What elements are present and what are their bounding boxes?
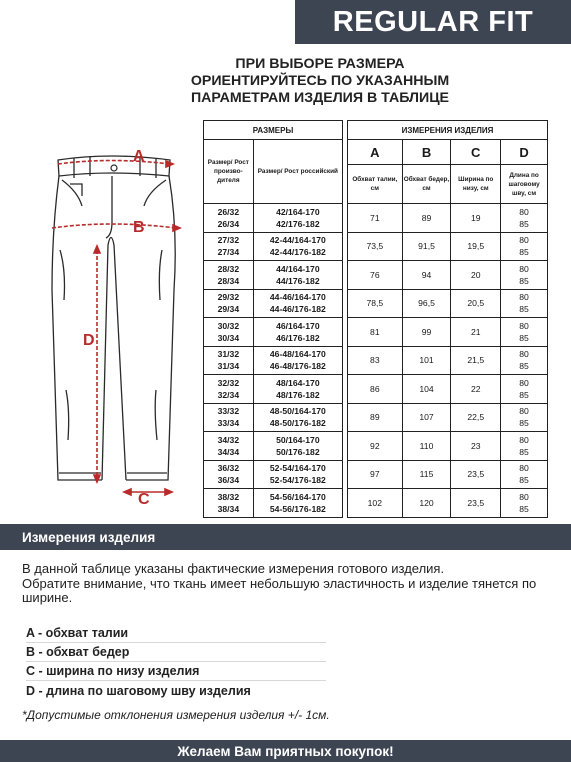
table-row [348, 489, 548, 518]
ru-size-cell-line: 44/164-170 [276, 263, 320, 274]
ru-size-cell-line: 48/164-170 [276, 377, 320, 388]
ru-size-cell [253, 289, 342, 318]
inseam-cell-line: 85 [519, 218, 529, 229]
mfr-size-cell-line: 33/34 [217, 418, 240, 429]
mfr-size-cell [204, 289, 254, 318]
hem-cell: 23 [451, 432, 501, 461]
hip-cell: 89 [402, 204, 451, 233]
hem-cell: 22 [451, 375, 501, 404]
mfr-size-cell-line: 27/34 [217, 247, 240, 258]
table-row [204, 403, 343, 432]
ru-size-cell-line: 44-46/164-170 [269, 292, 326, 303]
description-line: В данной таблице указаны фактические измерения готового изделия. [22, 561, 445, 576]
table-row [204, 261, 343, 290]
mfr-size-cell-line: 26/34 [217, 218, 240, 229]
inseam-cell [501, 403, 548, 432]
ru-size-cell-line: 46/164-170 [276, 320, 320, 331]
table-row [204, 432, 343, 461]
jeans-illustration [30, 140, 200, 510]
measurements-table [347, 120, 548, 518]
inseam-cell-line: 85 [519, 332, 529, 343]
ru-size-cell-line: 42/176-182 [276, 218, 320, 229]
inseam-cell-line: 80 [519, 235, 529, 246]
ru-size-cell-line: 46/176-182 [276, 332, 320, 343]
hip-cell: 99 [402, 318, 451, 347]
mfr-size-cell-line: 27/32 [217, 235, 240, 246]
intro-line: ОРИЕНТИРУЙТЕСЬ ПО УКАЗАННЫМ [190, 73, 450, 89]
ru-size-cell-line: 44/176-182 [276, 275, 320, 286]
waist-cell: 81 [348, 318, 403, 347]
inseam-cell-line: 80 [519, 491, 529, 502]
measurements-header: ИЗМЕРЕНИЯ ИЗДЕЛИЯ [348, 121, 548, 140]
inseam-cell-line: 85 [519, 475, 529, 486]
table-row [204, 318, 343, 347]
sizes-header: РАЗМЕРЫ [204, 121, 343, 140]
inseam-cell [501, 204, 548, 233]
hem-cell: 21,5 [451, 346, 501, 375]
ru-size-cell-line: 46-48/176-182 [269, 361, 326, 372]
intro-text [180, 56, 460, 107]
mfr-size-cell-line: 28/34 [217, 275, 240, 286]
inseam-cell [501, 232, 548, 261]
mfr-size-cell [204, 204, 254, 233]
table-row [348, 261, 548, 290]
table-row [348, 289, 548, 318]
inseam-cell-line: 80 [519, 320, 529, 331]
inseam-cell-line: 80 [519, 292, 529, 303]
ru-size-cell-line: 50/176-182 [276, 446, 320, 457]
ru-size-cell [253, 204, 342, 233]
mfr-size-cell-line: 30/32 [217, 320, 240, 331]
inseam-cell-line: 80 [519, 263, 529, 274]
section-title: Измерения изделия [0, 524, 571, 550]
hem-cell: 19,5 [451, 232, 501, 261]
hip-cell: 120 [402, 489, 451, 518]
inseam-cell-line: 80 [519, 406, 529, 417]
inseam-cell-line: 80 [519, 349, 529, 360]
mfr-size-cell-line: 33/32 [217, 406, 240, 417]
inseam-cell-line: 85 [519, 503, 529, 514]
hem-cell: 20 [451, 261, 501, 290]
fit-banner: REGULAR FIT [295, 0, 571, 44]
inseam-cell [501, 460, 548, 489]
label-a: A [133, 148, 145, 165]
table-row [348, 346, 548, 375]
mfr-size-cell-line: 31/32 [217, 349, 240, 360]
mfr-size-cell-line: 34/32 [217, 434, 240, 445]
hem-cell: 23,5 [451, 489, 501, 518]
inseam-cell [501, 489, 548, 518]
table-row [348, 460, 548, 489]
ru-size-cell-line: 46-48/164-170 [269, 349, 326, 360]
mfr-size-cell [204, 318, 254, 347]
table-row [348, 232, 548, 261]
mfr-size-cell-line: 29/34 [217, 304, 240, 315]
ru-size-cell-line: 42/164-170 [276, 206, 320, 217]
waist-cell: 83 [348, 346, 403, 375]
mfr-size-cell-line: 38/32 [217, 491, 240, 502]
mfr-size-cell-line: 38/34 [217, 503, 240, 514]
mfr-size-cell-line: 26/32 [217, 206, 240, 217]
inseam-cell-line: 85 [519, 418, 529, 429]
mfr-size-cell [204, 432, 254, 461]
ru-size-cell [253, 403, 342, 432]
inseam-cell [501, 432, 548, 461]
inseam-cell [501, 318, 548, 347]
inseam-cell-line: 80 [519, 434, 529, 445]
table-row [204, 204, 343, 233]
hem-cell: 22,5 [451, 403, 501, 432]
inseam-cell-line: 85 [519, 275, 529, 286]
waist-cell: 71 [348, 204, 403, 233]
mfr-size-cell-line: 32/32 [217, 377, 240, 388]
waist-cell: 78,5 [348, 289, 403, 318]
mfr-size-cell [204, 375, 254, 404]
waist-cell: 102 [348, 489, 403, 518]
ru-size-cell-line: 44-46/176-182 [269, 304, 326, 315]
ru-size-cell-line: 42-44/164-170 [269, 235, 326, 246]
jeans-drawing [30, 140, 200, 510]
legend [26, 624, 326, 700]
letter-d: D [501, 140, 548, 165]
table-row [204, 289, 343, 318]
mfr-size-cell [204, 261, 254, 290]
hem-cell: 20,5 [451, 289, 501, 318]
label-c: C [138, 491, 150, 508]
hip-header: Обхват бедер, см [402, 165, 451, 204]
mfr-size-cell [204, 232, 254, 261]
mfr-size-cell-line: 28/32 [217, 263, 240, 274]
mfr-size-cell-line: 36/32 [217, 463, 240, 474]
inseam-cell-line: 80 [519, 463, 529, 474]
ru-size-cell-line: 50/164-170 [276, 434, 320, 445]
mfr-size-cell [204, 489, 254, 518]
waist-header: Обхват талии, см [348, 165, 403, 204]
mfr-size-cell-line: 31/34 [217, 361, 240, 372]
ru-size-cell [253, 318, 342, 347]
waist-cell: 92 [348, 432, 403, 461]
inseam-cell-line: 80 [519, 377, 529, 388]
hip-cell: 110 [402, 432, 451, 461]
letter-c: C [451, 140, 501, 165]
mfr-size-cell [204, 460, 254, 489]
hem-cell: 21 [451, 318, 501, 347]
legend-item: D - длина по шаговому шву изделия [26, 683, 251, 698]
table-row [348, 375, 548, 404]
ru-size-cell-line: 48-50/176-182 [269, 418, 326, 429]
table-row [204, 232, 343, 261]
sizes-table [203, 120, 343, 518]
letter-a: A [348, 140, 403, 165]
table-row [348, 318, 548, 347]
hem-header: Ширина по низу, см [451, 165, 501, 204]
ru-size-cell [253, 489, 342, 518]
inseam-cell-line: 85 [519, 361, 529, 372]
table-row [204, 346, 343, 375]
table-row [348, 403, 548, 432]
ru-size-cell [253, 232, 342, 261]
legend-item: A - обхват талии [26, 624, 326, 643]
inseam-header: Длина по шаговому шву, см [501, 165, 548, 204]
inseam-cell [501, 261, 548, 290]
mfr-size-cell-line: 32/34 [217, 389, 240, 400]
ru-size-cell [253, 261, 342, 290]
mfr-size-cell-line: 34/34 [217, 446, 240, 457]
inseam-cell [501, 289, 548, 318]
inseam-cell-line: 85 [519, 247, 529, 258]
hip-cell: 104 [402, 375, 451, 404]
label-b: B [133, 219, 145, 236]
inseam-cell-line: 85 [519, 389, 529, 400]
intro-line: ПРИ ВЫБОРЕ РАЗМЕРА [235, 56, 405, 72]
ru-size-cell [253, 432, 342, 461]
letter-b: B [402, 140, 451, 165]
mfr-size-cell-line: 36/34 [217, 475, 240, 486]
ru-size-cell-line: 42-44/176-182 [269, 247, 326, 258]
mfr-size-cell-line: 29/32 [217, 292, 240, 303]
waist-cell: 97 [348, 460, 403, 489]
mfr-size-cell [204, 403, 254, 432]
intro-line: ПАРАМЕТРАМ ИЗДЕЛИЯ В ТАБЛИЦЕ [190, 90, 450, 106]
waist-cell: 76 [348, 261, 403, 290]
tolerance-note: *Допустимые отклонения измерения изделия +/- 1см. [22, 708, 330, 722]
ru-size-cell-line: 52-54/164-170 [269, 463, 326, 474]
waist-cell: 73,5 [348, 232, 403, 261]
hip-cell: 94 [402, 261, 451, 290]
table-row [204, 460, 343, 489]
description [22, 562, 552, 606]
description-line: Обратите внимание, что ткань имеет небольшую эластичность и изделие тянется по ширине. [22, 575, 537, 605]
table-row [204, 375, 343, 404]
hip-cell: 96,5 [402, 289, 451, 318]
inseam-cell [501, 346, 548, 375]
ru-size-cell [253, 375, 342, 404]
legend-item: C - ширина по низу изделия [26, 662, 326, 681]
ru-size-cell-line: 48/176-182 [276, 389, 320, 400]
legend-item: B - обхват бедер [26, 643, 326, 662]
inseam-cell-line: 85 [519, 446, 529, 457]
inseam-cell-line: 85 [519, 304, 529, 315]
table-row [204, 489, 343, 518]
inseam-cell-line: 80 [519, 206, 529, 217]
mfr-size-cell-line: 30/34 [217, 332, 240, 343]
hip-cell: 101 [402, 346, 451, 375]
ru-size-cell-line: 52-54/176-182 [269, 475, 326, 486]
footer: Желаем Вам приятных покупок! [0, 740, 571, 762]
waist-cell: 89 [348, 403, 403, 432]
hem-cell: 23,5 [451, 460, 501, 489]
hip-cell: 107 [402, 403, 451, 432]
hem-cell: 19 [451, 204, 501, 233]
ru-size-cell-line: 48-50/164-170 [269, 406, 326, 417]
hip-cell: 115 [402, 460, 451, 489]
ru-size-cell-line: 54-56/164-170 [269, 491, 326, 502]
label-d: D [83, 332, 95, 349]
inseam-cell [501, 375, 548, 404]
ru-size-cell [253, 346, 342, 375]
mfr-size-cell [204, 346, 254, 375]
table-row [348, 204, 548, 233]
waist-cell: 86 [348, 375, 403, 404]
ru-size-cell [253, 460, 342, 489]
hip-cell: 91,5 [402, 232, 451, 261]
table-row [348, 432, 548, 461]
ru-size-header: Размер/ Рост российский [253, 140, 342, 204]
ru-size-cell-line: 54-56/176-182 [269, 503, 326, 514]
mfr-size-header: Размер/ Рост произво- дителя [204, 140, 254, 204]
